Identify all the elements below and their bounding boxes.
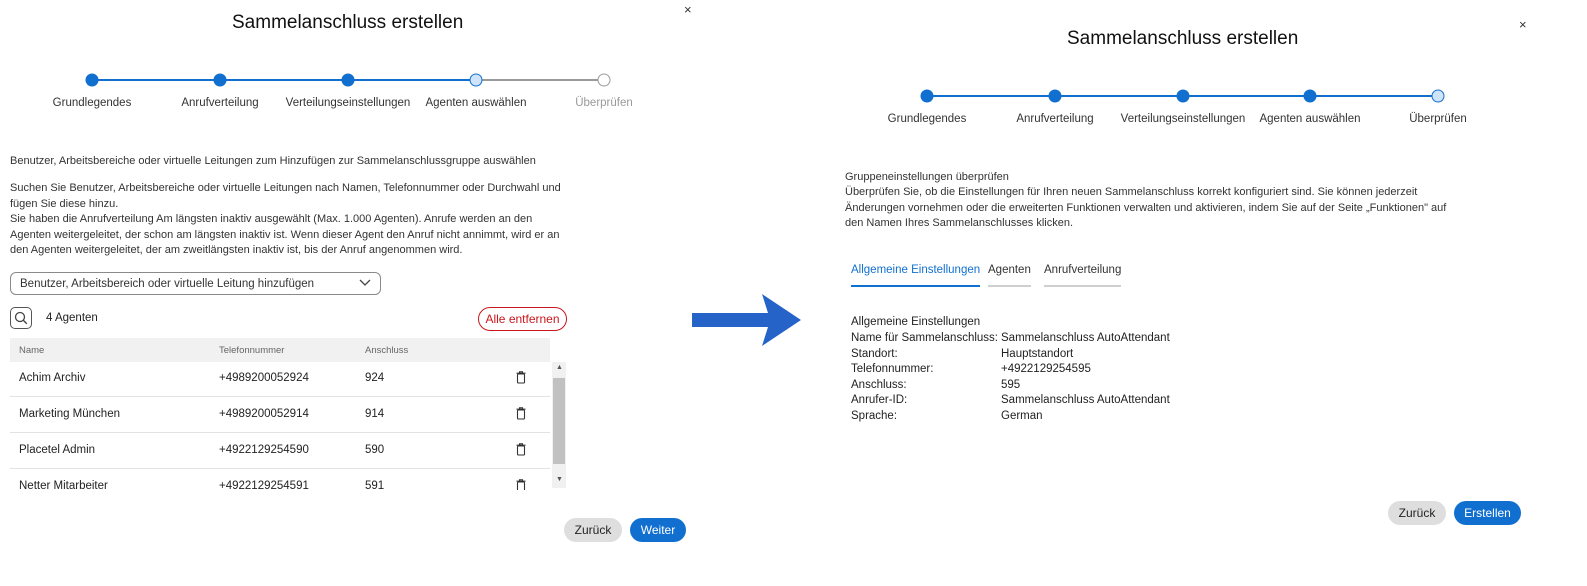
step-dot-current [470, 74, 483, 87]
intro-text: Benutzer, Arbeitsbereiche oder virtuelle Leitungen zum Hinzufügen zur Sammelanschlussgruppe auswählen [10, 155, 536, 167]
close-icon[interactable]: × [684, 2, 692, 17]
setting-value: Hauptstandort [1001, 348, 1074, 360]
setting-key: Standort: [851, 348, 898, 360]
dropdown-label: Benutzer, Arbeitsbereich oder virtuelle Leitung hinzufügen [20, 277, 315, 290]
agent-extension: 914 [365, 408, 385, 420]
add-agent-dropdown[interactable] [10, 272, 381, 295]
column-header-name: Name [19, 345, 45, 356]
right-arrow-icon [690, 292, 802, 348]
step-dot-done [921, 90, 934, 103]
step-label: Grundlegendes [52, 97, 132, 109]
step-connector [220, 79, 348, 81]
agent-name: Achim Archiv [19, 372, 86, 384]
chevron-down-icon [359, 278, 371, 290]
agent-extension: 591 [365, 480, 385, 490]
agent-count: 4 Agenten [46, 312, 98, 324]
step-connector [1310, 95, 1438, 97]
setting-key: Name für Sammelanschluss: [851, 332, 998, 344]
trash-icon[interactable] [516, 479, 526, 490]
tab-agents[interactable]: Agenten [988, 264, 1031, 287]
step-label: Agenten auswählen [1259, 113, 1361, 125]
step-dot-done [342, 74, 355, 87]
close-icon[interactable]: × [1519, 17, 1527, 32]
setting-value: Sammelanschluss AutoAttendant [1001, 394, 1170, 406]
step-label: Grundlegendes [887, 113, 967, 125]
trash-icon[interactable] [516, 443, 526, 456]
agent-phone: +4989200052924 [219, 372, 309, 384]
step-label: Verteilungseinstellungen [1120, 113, 1246, 125]
agent-phone: +4922129254590 [219, 444, 309, 456]
scroll-down-icon[interactable]: ▼ [556, 476, 563, 483]
table-row [10, 470, 550, 490]
back-button[interactable]: Zurück [564, 518, 622, 542]
step-connector [348, 79, 476, 81]
step-dot-todo [598, 74, 611, 87]
search-hint-text: Suchen Sie Benutzer, Arbeitsbereiche oder virtuelle Leitungen nach Namen, Telefonnummer oder Durchwahl und fügen Sie diese hinzu. [10, 182, 561, 210]
next-button[interactable]: Weiter [630, 518, 686, 542]
trash-icon[interactable] [516, 407, 526, 420]
back-button[interactable]: Zurück [1388, 501, 1446, 525]
step-dot-done [86, 74, 99, 87]
column-header-phone: Telefonnummer [219, 345, 285, 356]
table-row [10, 398, 550, 433]
step-connector [1183, 95, 1310, 97]
step-connector [1055, 95, 1183, 97]
distribution-info-text: Sie haben die Anrufverteilung Am längsten inaktiv ausgewählt (Max. 1.000 Agenten). Anrufe werden an den Agenten weitergeleitet, der schon am längsten inaktiv ist. Wenn dieser Agent den Anruf nicht annimmt, wird er an den Agenten weitergeleitet, der am zweitlängsten inaktiv ist, bis der Anruf angenommen wird. [10, 213, 560, 256]
agent-table-body [10, 362, 550, 490]
step-label: Anrufverteilung [181, 97, 259, 109]
table-header [10, 338, 550, 362]
setting-key: Anschluss: [851, 379, 907, 391]
step-label: Überprüfen [1409, 113, 1467, 125]
step-label: Agenten auswählen [425, 97, 527, 109]
agent-phone: +4989200052914 [219, 408, 309, 420]
agent-name: Netter Mitarbeiter [19, 480, 108, 490]
agent-phone: +4922129254591 [219, 480, 309, 490]
column-header-extension: Anschluss [365, 345, 409, 356]
create-button[interactable]: Erstellen [1454, 501, 1521, 525]
table-row [10, 362, 550, 397]
step-connector [92, 79, 220, 81]
page-title: Sammelanschluss erstellen [232, 12, 464, 33]
setting-value: +4922129254595 [1001, 363, 1091, 375]
agent-extension: 924 [365, 372, 385, 384]
step-label: Anrufverteilung [1016, 113, 1094, 125]
trash-icon[interactable] [516, 371, 526, 384]
step-label: Überprüfen [575, 97, 633, 109]
page-title: Sammelanschluss erstellen [1067, 28, 1299, 49]
agent-name: Placetel Admin [19, 444, 96, 456]
step-dot-done [214, 74, 227, 87]
step-dot-done [1304, 90, 1317, 103]
step-dot-done [1049, 90, 1062, 103]
setting-value: 595 [1001, 379, 1021, 391]
search-icon[interactable] [10, 307, 32, 329]
step-connector [476, 79, 604, 81]
setting-key: Anrufer-ID: [851, 394, 908, 406]
agent-name: Marketing München [19, 408, 120, 420]
setting-key: Telefonnummer: [851, 363, 934, 375]
scrollbar-thumb[interactable] [553, 378, 565, 464]
table-row [10, 434, 550, 469]
review-heading: Gruppeneinstellungen überprüfen [845, 171, 1009, 183]
review-description: Überprüfen Sie, ob die Einstellungen für Ihren neuen Sammelanschluss korrekt konfiguriert sind. Sie können jederzeit Änderungen vornehmen oder die erweiterten Funktionen verwalten und aktivieren, indem Sie auf der Seite „Funktionen" auf den Namen Ihres Sammelanschlusses klicken. [845, 186, 1447, 229]
section-title: Allgemeine Einstellungen [851, 316, 981, 328]
step-dot-done [1177, 90, 1190, 103]
step-dot-current [1432, 90, 1445, 103]
setting-value: Sammelanschluss AutoAttendant [1001, 332, 1170, 344]
step-connector [927, 95, 1055, 97]
step-label: Verteilungseinstellungen [285, 97, 411, 109]
agent-extension: 590 [365, 444, 385, 456]
remove-all-button[interactable]: Alle entfernen [478, 307, 567, 331]
setting-key: Sprache: [851, 410, 898, 422]
scroll-up-icon[interactable]: ▲ [556, 364, 563, 371]
tab-call-distribution[interactable]: Anrufverteilung [1044, 264, 1121, 287]
tab-general-settings[interactable]: Allgemeine Einstellungen [851, 264, 980, 287]
setting-value: German [1001, 410, 1043, 422]
